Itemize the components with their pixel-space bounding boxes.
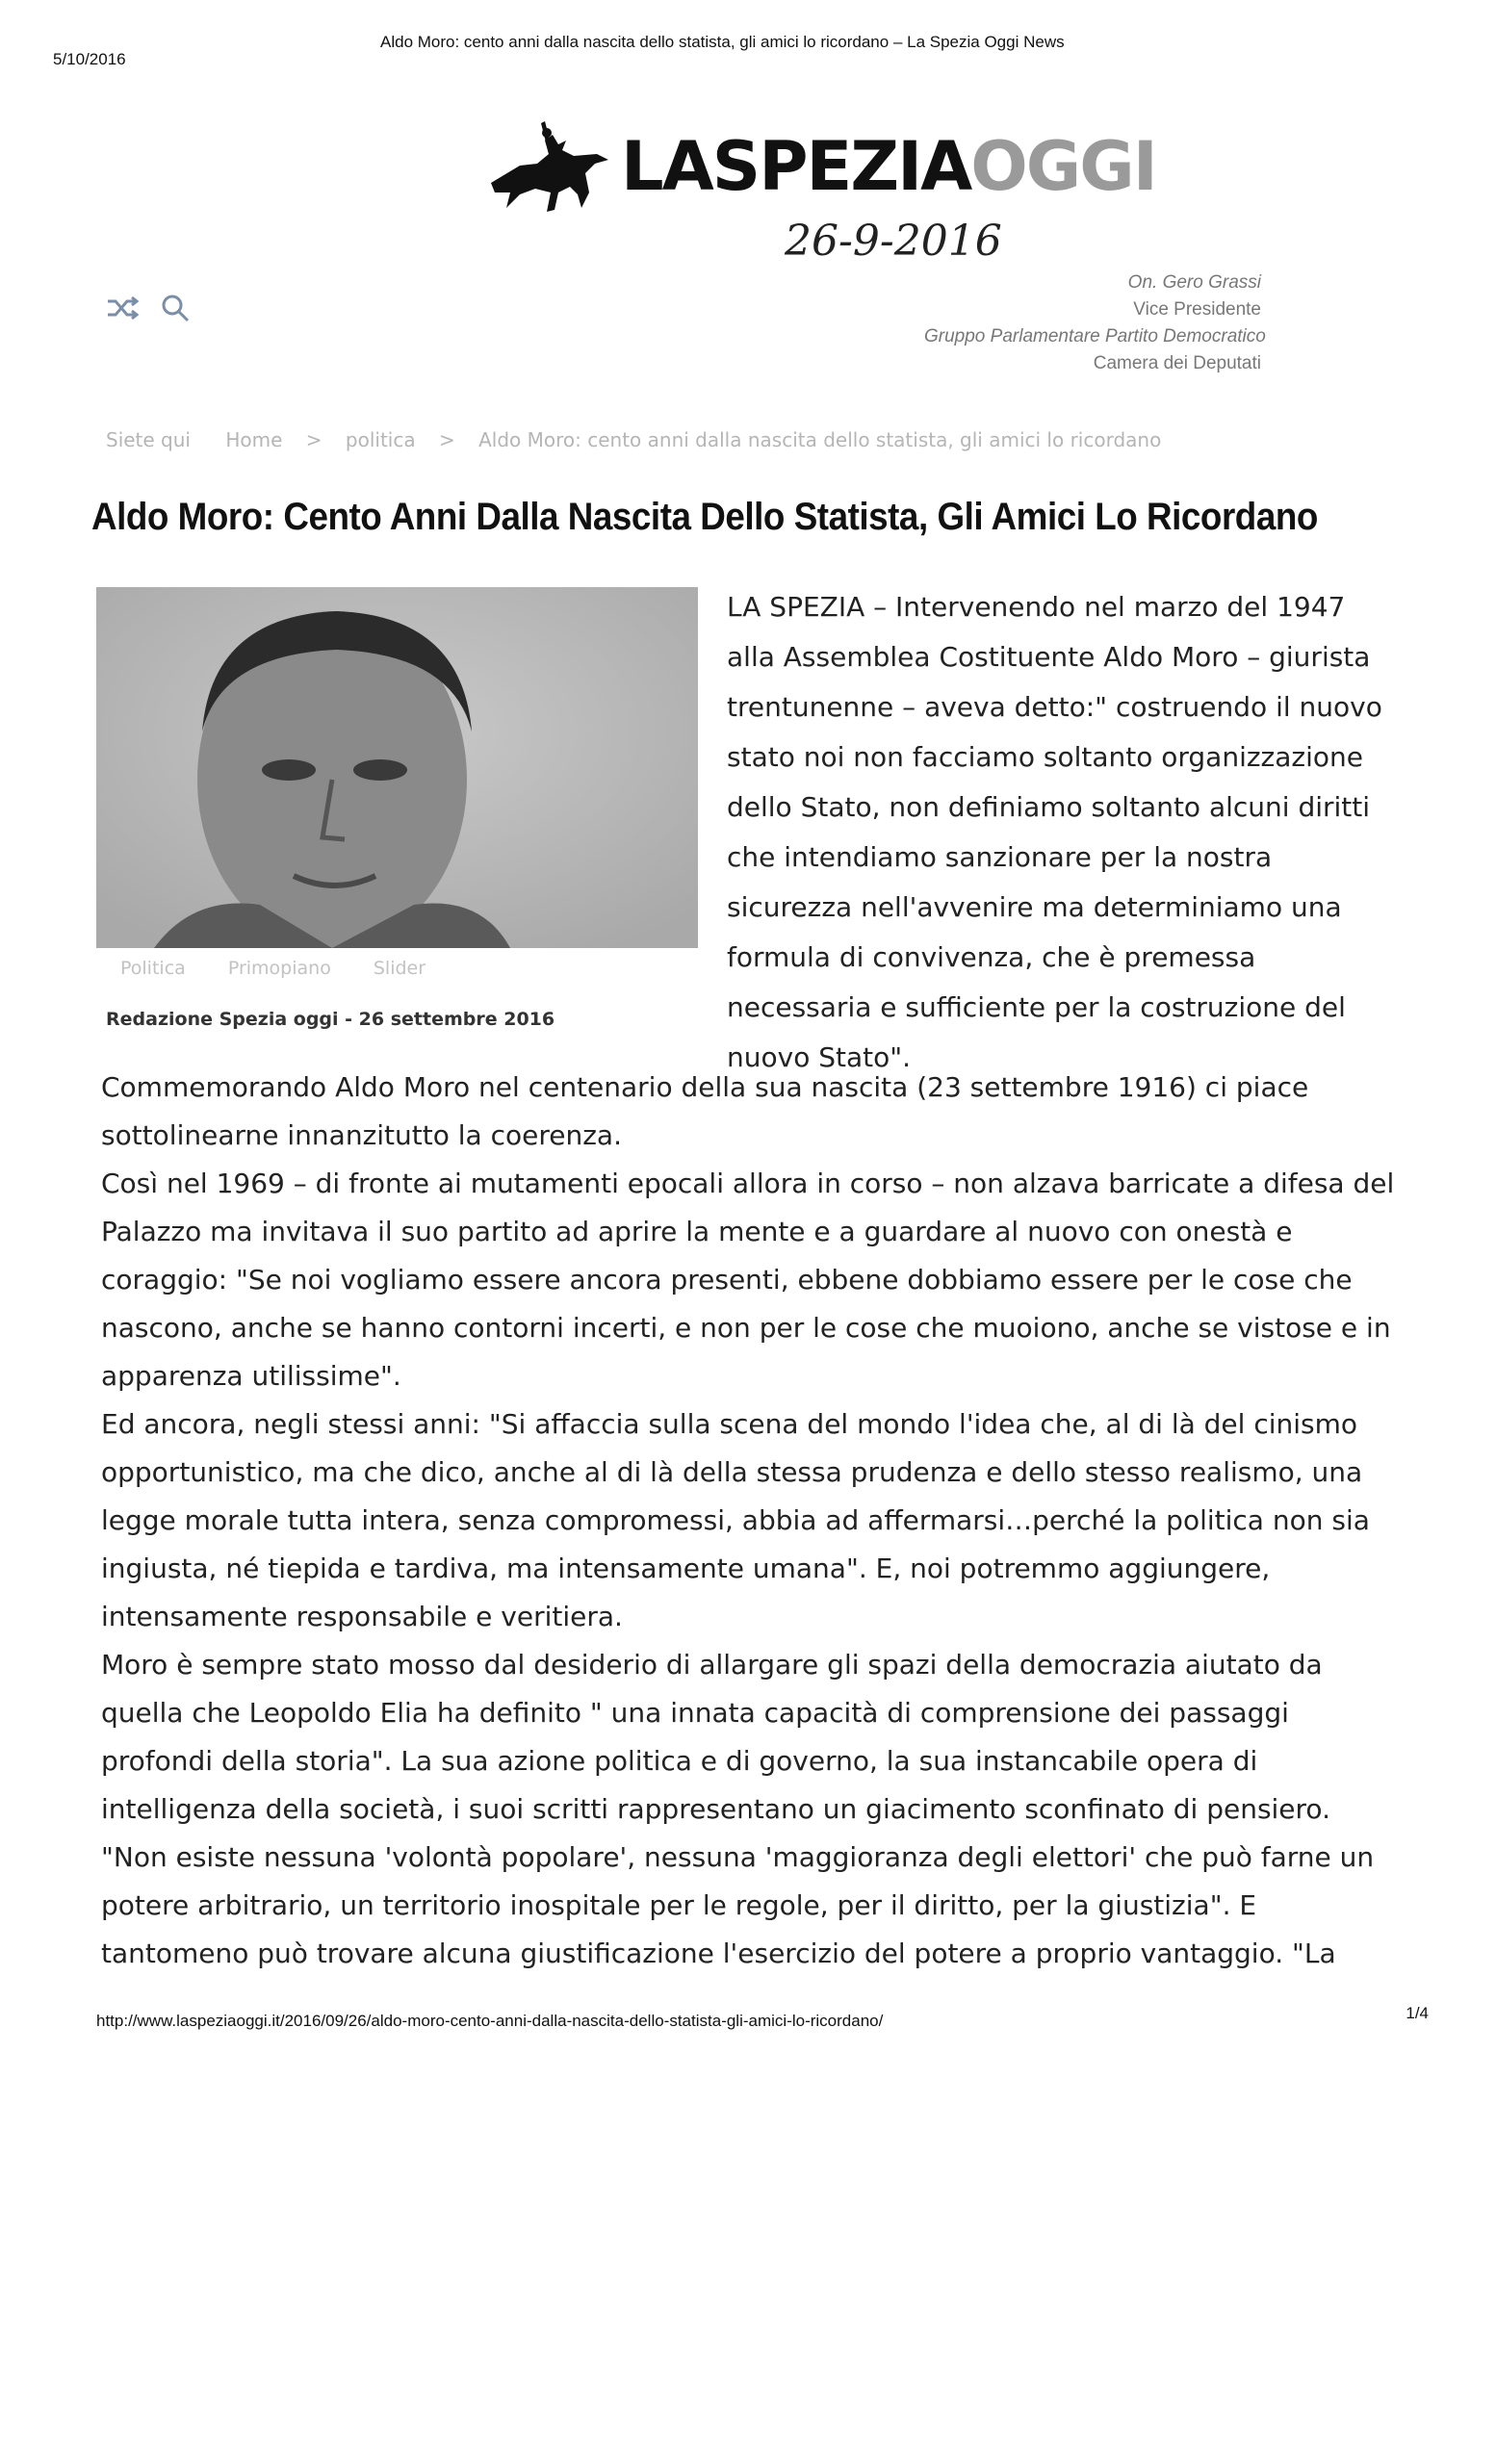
header-icons [106, 289, 191, 327]
stamp-name: On. Gero Grassi [1127, 272, 1261, 293]
article-date: 26 settembre 2016 [358, 1009, 555, 1030]
deputy-stamp [924, 270, 1266, 377]
breadcrumb-home[interactable]: Home [225, 428, 283, 451]
breadcrumb-separator: > [305, 428, 322, 451]
logo-text-dark: LASPEZIA [621, 127, 971, 206]
article-byline: Redazione Spezia oggi - 26 settembre 2016 [106, 1009, 555, 1030]
breadcrumb-current: Aldo Moro: cento anni dalla nascita dello statista, gli amici lo ricordano [478, 428, 1162, 451]
lead-paragraph: LA SPEZIA – Intervenendo nel marzo del 1947 alla Assemblea Costituente Aldo Moro – giurista trentunenne – aveva detto:" costruendo il nuovo stato noi non facciamo soltanto organizzazione dello Stato, non definiamo soltanto alcuni diritti che intendiamo sanzionare per la nostra sicurezza nell'avvenire ma determiniamo una formula di convivenza, che è premessa necessaria e sufficiente per la costruzione del nuovo Stato". [727, 591, 1382, 1073]
tag-link[interactable]: Slider [373, 958, 426, 979]
body-paragraph: "Non esiste nessuna 'volontà popolare', nessuna 'maggioranza degli elettori' che può farne un potere arbitrario, un territorio inospitale per le regole, per il diritto, per la giustizia". E tantomeno può trovare alcuna giustificazione l'esercizio del potere a proprio vantaggio. "La [101, 1841, 1375, 1969]
breadcrumb-prefix: Siete qui [106, 428, 191, 451]
article-body [101, 1064, 1401, 1978]
breadcrumb-category[interactable]: politica [345, 428, 416, 451]
article-lead [727, 582, 1401, 1083]
print-footer [96, 2004, 1429, 2031]
body-paragraph: Moro è sempre stato mosso dal desiderio di allargare gli spazi della democrazia aiutato da quella che Leopoldo Elia ha definito " una innata capacità di comprensione dei passaggi profondi della storia". La sua azione politica e di governo, la sua instancabile opera di intelligenza della società, i suoi scritti rappresentano un giacimento sconfinato di pensiero. [101, 1649, 1330, 1825]
search-icon[interactable] [160, 293, 191, 323]
page-number: 1/4 [1406, 2004, 1429, 2022]
body-paragraph: Commemorando Aldo Moro nel centenario della sua nascita (23 settembre 1916) ci piace sottolinearne innanzitutto la coerenza. [101, 1071, 1309, 1151]
article-author[interactable]: Redazione Spezia oggi [106, 1009, 339, 1030]
stamp-role: Vice Presidente [1133, 299, 1261, 320]
article-title: Aldo Moro: Cento Anni Dalla Nascita Dello Statista, Gli Amici Lo Ricordano [91, 496, 1318, 538]
article-tags [120, 958, 462, 979]
breadcrumb-separator: > [438, 428, 455, 451]
logo-wordmark [621, 127, 1156, 206]
shuffle-icon[interactable] [106, 295, 139, 321]
stamp-chamber: Camera dei Deputati [1093, 353, 1261, 373]
print-url: http://www.laspeziaoggi.it/2016/09/26/aldo-moro-cento-anni-dalla-nascita-dello-statista-gli-amici-lo-ricordano/ [96, 2012, 884, 2030]
horse-rider-icon [481, 116, 616, 221]
print-page-title: Aldo Moro: cento anni dalla nascita dello statista, gli amici lo ricordano – La Spezia Oggi News [380, 33, 1065, 51]
print-date: 5/10/2016 [53, 50, 126, 68]
body-paragraph: Ed ancora, negli stessi anni: "Si affaccia sulla scena del mondo l'idea che, al di là del cinismo opportunistico, ma che dico, anche al di là della stessa prudenza e dello stesso realismo, una legge morale tutta intera, senza compromessi, abbia ad affermarsi…perché la politica non sia ingiusta, né tiepida e tardiva, ma intensamente umana". E, noi potremmo aggiungere, intensamente responsabile e veritiera. [101, 1408, 1370, 1632]
tag-link[interactable]: Primopiano [227, 958, 331, 979]
tag-link[interactable]: Politica [120, 958, 186, 979]
site-logo[interactable] [481, 116, 1156, 221]
body-paragraph: Così nel 1969 – di fronte ai mutamenti epocali allora in corso – non alzava barricate a difesa del Palazzo ma invitava il suo partito ad aprire la mente e a guardare al nuovo con onestà e coraggio: "Se noi vogliamo essere ancora presenti, ebbene dobbiamo essere per le cose che nascono, anche se hanno contorni incerti, e non per le cose che muoiono, anche se vistose e in apparenza utilissime". [101, 1168, 1395, 1392]
stamp-group: Gruppo Parlamentare Partito Democratico [924, 326, 1266, 346]
breadcrumb [106, 428, 1223, 451]
handwritten-date: 26-9-2016 [785, 217, 1002, 266]
print-header [53, 33, 1443, 71]
logo-text-light: OGGI [970, 127, 1156, 206]
article-photo [96, 587, 698, 948]
